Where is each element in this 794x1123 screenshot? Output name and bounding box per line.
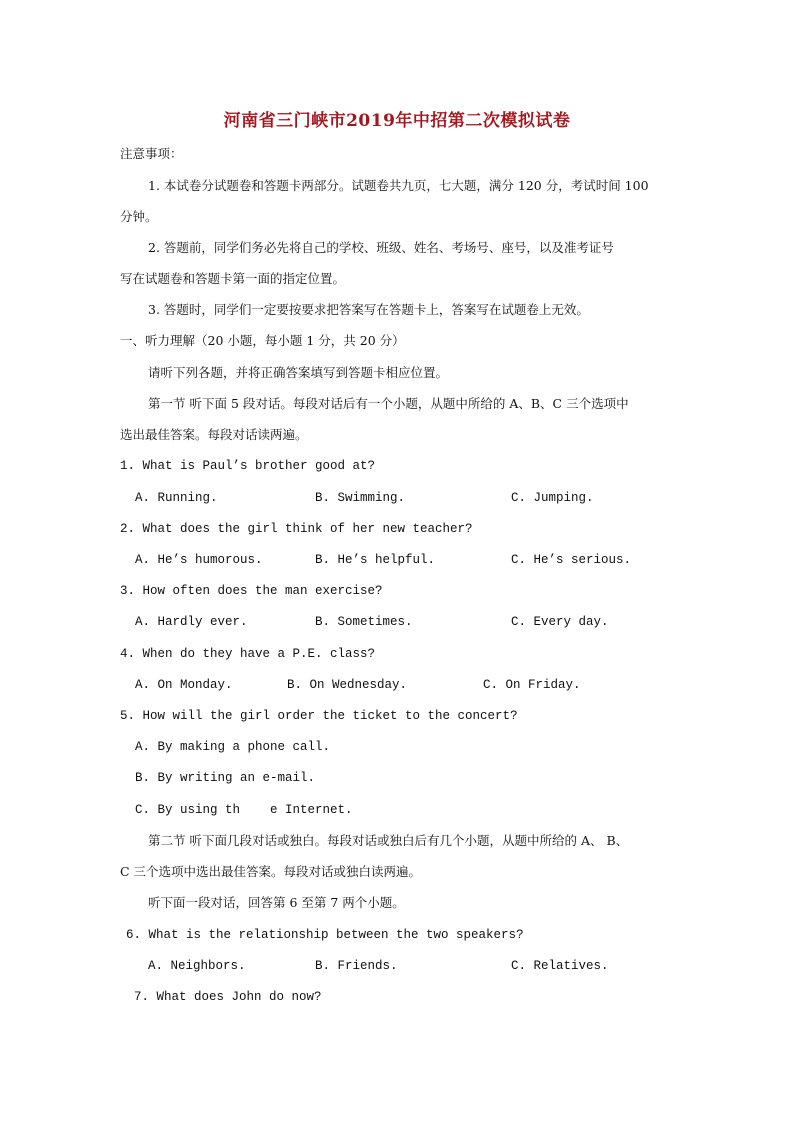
question-4-stem: 4. When do they have a P.E. class?	[120, 647, 376, 661]
question-6-option-b: B. Friends.	[315, 959, 398, 973]
question-6-option-c: C. Relatives.	[511, 959, 609, 973]
question-2-option-c: C. He’s serious.	[511, 553, 632, 567]
notice-heading: 注意事项：	[120, 146, 183, 161]
question-4-option-a: A. On Monday.	[135, 678, 233, 692]
part-1-instruction-line-2: 选出最佳答案。每段对话读两遍。	[120, 427, 308, 442]
question-1-option-c: C. Jumping.	[511, 491, 594, 505]
section-1-heading: 一、听力理解（20 小题，每小题 1 分，共 20 分）	[120, 333, 405, 348]
question-4-option-b: B. On Wednesday.	[287, 678, 408, 692]
question-3-option-a: A. Hardly ever.	[135, 615, 248, 629]
part-2-instruction-line-1: 第二节 听下面几段对话或独白。每段对话或独白后有几个小题，从题中所给的 A、 B、	[148, 833, 629, 848]
question-3-option-c: C. Every day.	[511, 615, 609, 629]
question-4-option-c: C. On Friday.	[483, 678, 581, 692]
notice-item-2-line-1: 2. 答题前，同学们务必先将自己的学校、班级、姓名、考场号、座号，以及准考证号	[148, 240, 614, 255]
notice-item-2-line-2: 写在试题卷和答题卡第一面的指定位置。	[120, 271, 346, 286]
question-1-stem: 1. What is Paul’s brother good at?	[120, 459, 376, 473]
question-2-stem: 2. What does the girl think of her new teacher?	[120, 522, 473, 536]
question-1-option-a: A. Running.	[135, 491, 218, 505]
dialogue-intro: 听下面一段对话，回答第 6 至第 7 两个小题。	[148, 895, 405, 910]
question-6-option-a: A. Neighbors.	[148, 959, 246, 973]
part-1-instruction-line-1: 第一节 听下面 5 段对话。每段对话后有一个小题，从题中所给的 A、B、C 三个选项中	[148, 396, 629, 411]
question-5-option-a: A. By making a phone call.	[135, 740, 331, 754]
section-1-instruction: 请听下列各题，并将正确答案填写到答题卡相应位置。	[148, 365, 449, 380]
question-2-option-a: A. He’s humorous.	[135, 553, 263, 567]
question-3-option-b: B. Sometimes.	[315, 615, 413, 629]
question-5-option-c: C. By using th e Internet.	[135, 803, 353, 817]
notice-item-1-line-1: 1. 本试卷分试题卷和答题卡两部分。试题卷共九页，七大题，满分 120 分，考试时间 100	[148, 178, 649, 193]
question-7-stem: 7. What does John do now?	[134, 990, 322, 1004]
question-2-option-b: B. He’s helpful.	[315, 553, 436, 567]
question-1-option-b: B. Swimming.	[315, 491, 406, 505]
question-3-stem: 3. How often does the man exercise?	[120, 584, 383, 598]
part-2-instruction-line-2: C 三个选项中选出最佳答案。每段对话或独白读两遍。	[120, 864, 422, 879]
exam-title: 河南省三门峡市2019年中招第二次模拟试卷	[223, 111, 571, 131]
question-5-stem: 5. How will the girl order the ticket to the concert?	[120, 709, 518, 723]
question-6-stem: 6. What is the relationship between the two speakers?	[126, 928, 524, 942]
notice-item-3: 3. 答题时，同学们一定要按要求把答案写在答题卡上，答案写在试题卷上无效。	[148, 302, 589, 317]
question-5-option-b: B. By writing an e-mail.	[135, 771, 316, 785]
notice-item-1-line-2: 分钟。	[120, 209, 158, 224]
